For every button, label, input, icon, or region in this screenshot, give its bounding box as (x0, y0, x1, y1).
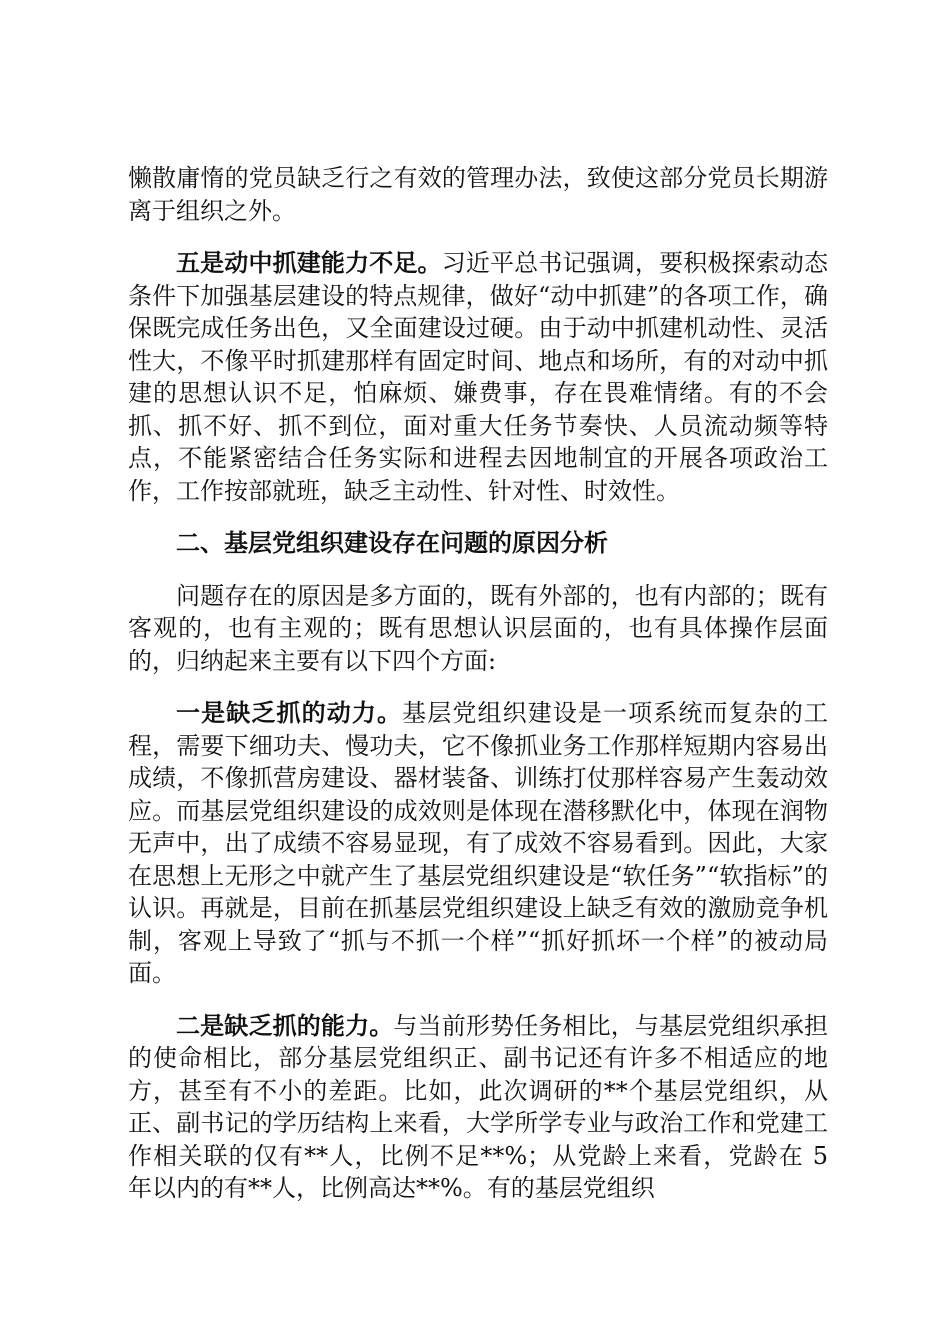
paragraph-reason-two (128, 1010, 828, 1205)
paragraph-lead: 一是缺乏抓的动力。 (176, 698, 403, 727)
paragraph-continuation (128, 162, 828, 227)
paragraph-lead: 二是缺乏抓的能力。 (176, 1010, 394, 1040)
document-body (128, 162, 828, 1225)
paragraph-text: 懒散庸惰的党员缺乏行之有效的管理办法，致使这部分党员长期游离于组织之外。 (128, 164, 828, 225)
section-intro (128, 580, 828, 678)
paragraph-text: 习近平总书记强调，要积极探索动态条件下加强基层建设的特点规律，做好“动中抓建”的各项工作，确保既完成任务出色，又全面建设过硬。由于动中抓建机动性、灵活性大，不像平时抓建那样有固定时间、地点和场所，有的对动中抓建的思想认识不足，怕麻烦、嫌费事，存在畏难情绪。有的不会抓、抓不好、抓不到位，面对重大任务节奏快、人员流动频等特点，不能紧密结合任务实际和进程去因地制宜的开展各项政治工作，工作按部就班，缺乏主动性、针对性、时效性。 (128, 249, 829, 505)
paragraph-reason-one (128, 697, 828, 990)
paragraph-point-five (128, 247, 828, 507)
section-heading: 二、基层党组织建设存在问题的原因分析 (176, 528, 608, 557)
paragraph-text: 与当前形势任务相比，与基层党组织承担的使命相比，部分基层党组织正、副书记还有许多不相适应的地方，甚至有不小的差距。比如，此次调研的**个基层党组织，从正、副书记的学历结构上来看，大学所学专业与政治工作和党建工作相关联的仅有**人，比例不足**%；从党龄上来看，党龄在 5 年以内的有**人，比例高达**%。有的基层党组织 (128, 1011, 829, 1202)
paragraph-lead: 五是动中抓建能力不足。 (176, 248, 442, 277)
paragraph-text: 问题存在的原因是多方面的，既有外部的，也有内部的；既有客观的，也有主观的；既有思想认识层面的，也有具体操作层面的，归纳起来主要有以下四个方面: (128, 581, 828, 675)
paragraph-text: 基层党组织建设是一项系统而复杂的工程，需要下细功夫、慢功夫，它不像抓业务工作那样短期内容易出成绩，不像抓营房建设、器材装备、训练打仗那样容易产生轰动效应。而基层党组织建设的成效则是体现在潜移默化中，体现在润物无声中，出了成绩不容易显现，有了成效不容易看到。因此，大家在思想上无形之中就产生了基层党组织建设是“软任务”“软指标”的认识。再就是，目前在抓基层党组织建设上缺乏有效的激励竞争机制，客观上导致了“抓与不抓一个样”“抓好抓坏一个样”的被动局面。 (128, 699, 829, 987)
